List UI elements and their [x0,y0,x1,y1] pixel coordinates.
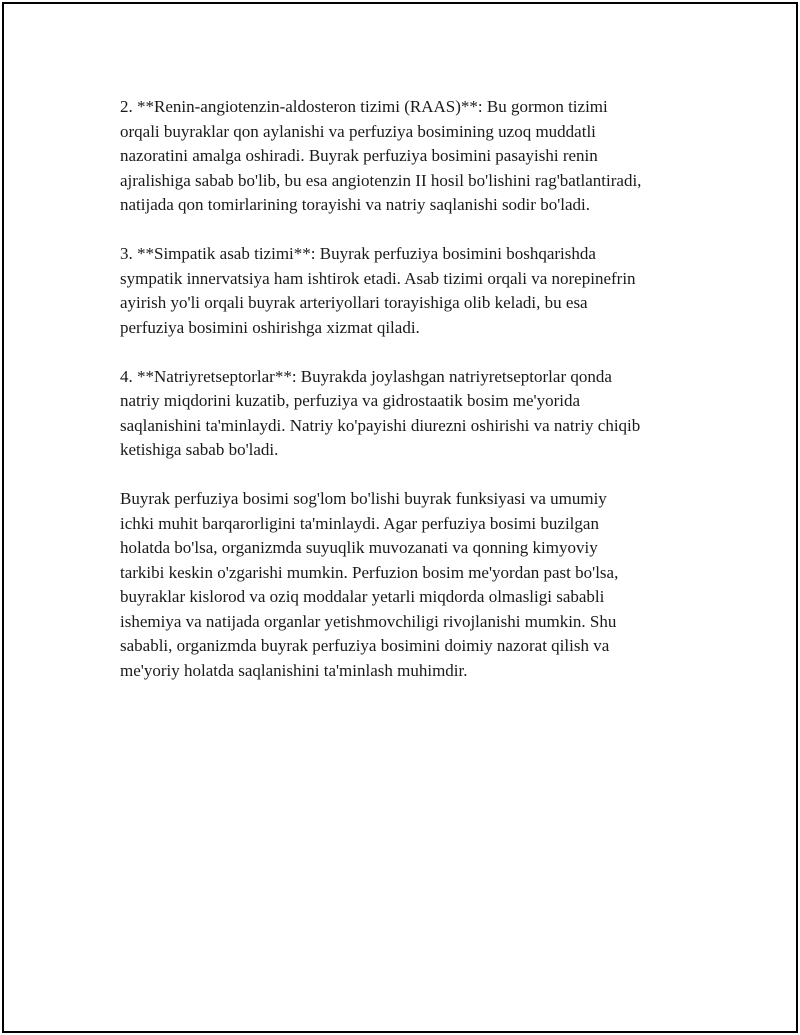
document-page [2,2,798,1033]
paragraph-sympathetic-nervous-system: 3. **Simpatik asab tizimi**: Buyrak perfuziya bosimini boshqarishda sympatik innervatsiya ham ishtirok etadi. Asab tizimi orqali va norepinefrin ayirish yo'li orqali buyrak arteriyollari torayishiga olib keladi, bu esa perfuziya bosimini oshirishga xizmat qiladi. [120,244,636,337]
paragraph-raas: 2. **Renin-angiotenzin-aldosteron tizimi (RAAS)**: Bu gormon tizimi orqali buyraklar qon aylanishi va perfuziya bosimining uzoq muddatli nazoratini amalga oshiradi. Buyrak perfuziya bosimini pasayishi renin ajralishiga sabab bo'lib, bu esa angiotenzin II hosil bo'lishini rag'batlantiradi, natijada qon tomirlarining torayishi va natriy saqlanishi sodir bo'ladi. [120,97,642,214]
paragraph-natriuretic-receptors: 4. **Natriyretseptorlar**: Buyrakda joylashgan natriyretseptorlar qonda natriy miqdorini kuzatib, perfuziya va gidrostaatik bosim me'yorida saqlanishini ta'minlaydi. Natriy ko'payishi diurezni oshirishi va natriy chiqib ketishiga sabab bo'ladi. [120,366,641,459]
document-body [120,95,680,708]
paragraph-conclusion: Buyrak perfuziya bosimi sog'lom bo'lishi buyrak funksiyasi va umumiy ichki muhit barqarorligini ta'minlaydi. Agar perfuziya bosimi buzilgan holatda bo'lsa, organizmda suyuqlik muvozanati va qonning kimyoviy tarkibi keskin o'zgarishi mumkin. Perfuzion bosim me'yordan past bo'lsa, buyraklar kislorod va oziq moddalar yetarli miqdorda olmasligi sababli ishemiya va natijada organlar yetishmovchiligi rivojlanishi mumkin. Shu sababli, organizmda buyrak perfuziya bosimini doimiy nazorat qilish va me'yoriy holatda saqlanishini ta'minlash muhimdir. [120,489,619,680]
